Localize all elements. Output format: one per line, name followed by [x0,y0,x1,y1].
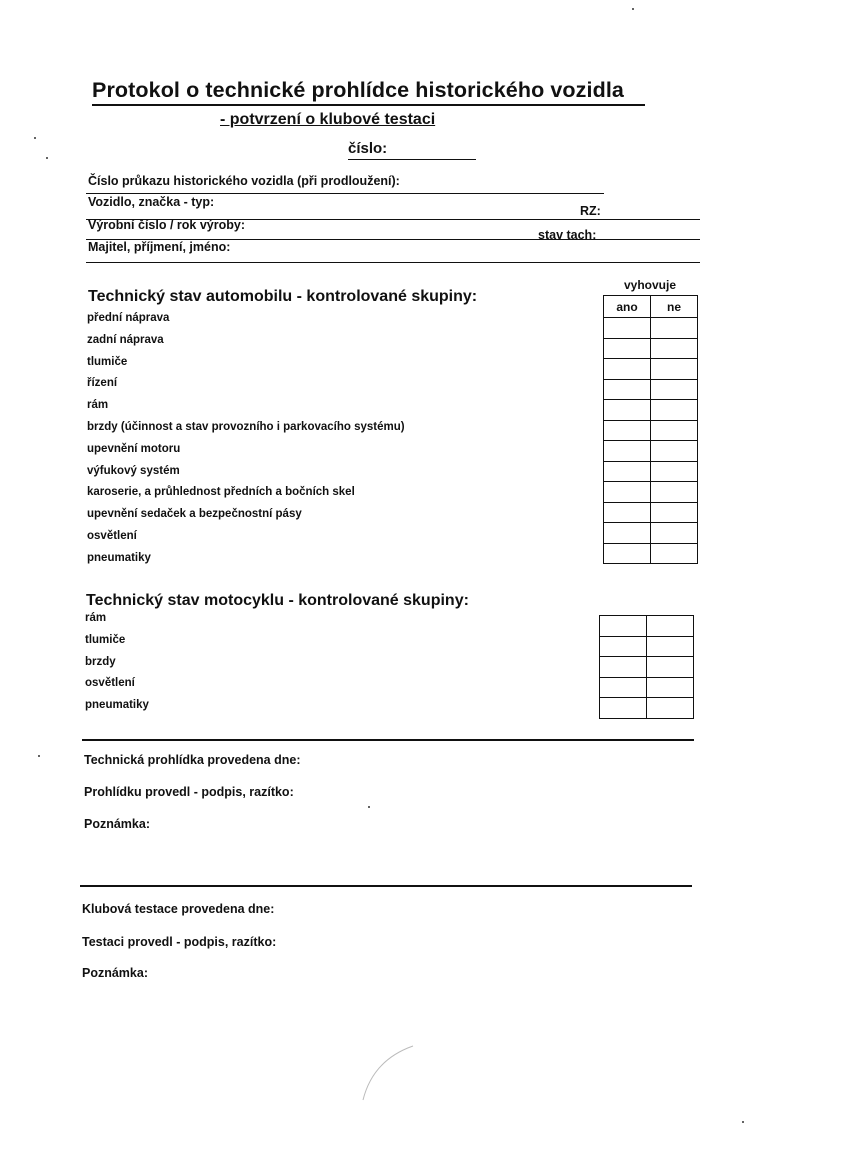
scan-speck [632,8,634,10]
car-check-row [604,482,698,503]
car-check-row [604,359,698,380]
check-cell-yes[interactable] [604,359,651,380]
check-cell-yes[interactable] [600,636,647,657]
car-check-row [604,461,698,482]
check-cell-no[interactable] [651,400,698,421]
check-cell-no[interactable] [647,698,694,719]
odometer-field: stav tach: [538,228,597,242]
car-check-item: pneumatiky [87,551,151,564]
car-check-row [604,543,698,564]
check-cell-yes[interactable] [604,543,651,564]
moto-check-item: osvětlení [85,677,135,690]
car-check-item: tlumiče [87,355,128,368]
inspection-date-field: Technická prohlídka provedena dne: [84,753,301,767]
moto-check-row [600,616,694,637]
car-check-item: výfukový systém [87,464,180,477]
check-cell-yes[interactable] [604,420,651,441]
moto-check-row [600,698,694,719]
field-underline [86,262,700,263]
check-cell-yes[interactable] [600,698,647,719]
car-check-table [603,295,698,564]
check-cell-no[interactable] [647,616,694,637]
club-test-date-field: Klubová testace provedena dne: [82,902,275,916]
car-check-row [604,318,698,339]
moto-section-heading: Technický stav motocyklu - kontrolované skupiny: [86,592,469,609]
check-cell-yes[interactable] [600,657,647,678]
serial-year-field: Výrobní číslo / rok výroby: [88,218,245,232]
moto-check-item: brzdy [85,655,116,668]
section-divider [80,885,692,887]
moto-check-item: pneumatiky [85,699,149,712]
car-check-item: řízení [87,377,118,390]
car-check-row [604,441,698,462]
club-test-signature-field: Testaci provedl - podpis, razítko: [82,935,277,949]
car-check-row [604,502,698,523]
inspection-note-field: Poznámka: [84,817,150,831]
moto-check-item: rám [85,612,107,624]
car-check-row [604,420,698,441]
scan-speck [742,1121,744,1123]
vehicle-field: Vozidlo, značka - typ: [88,195,215,209]
car-check-row [604,400,698,421]
check-cell-no[interactable] [651,359,698,380]
check-cell-no[interactable] [647,657,694,678]
moto-check-table [599,615,694,719]
car-check-item: rám [87,399,109,412]
car-check-item: přední náprava [87,312,170,324]
owner-field: Majitel, příjmení, jméno: [88,240,231,254]
section-divider [82,739,694,741]
check-cell-no[interactable] [647,636,694,657]
check-cell-yes[interactable] [604,502,651,523]
car-check-item: brzdy (účinnost a stav provozního i parkovacího systému) [87,421,405,433]
registration-card-field: Číslo průkazu historického vozidla (při prodloužení): [88,174,400,188]
check-cell-yes[interactable] [604,400,651,421]
scan-speck [34,137,36,139]
field-underline [86,193,604,194]
check-cell-yes[interactable] [604,338,651,359]
protocol-number-label: číslo: [348,140,476,160]
moto-check-item: tlumiče [85,633,126,646]
check-cell-no[interactable] [651,502,698,523]
check-cell-no[interactable] [651,461,698,482]
check-cell-no[interactable] [651,318,698,339]
car-check-row [604,523,698,544]
col-no-header: ne [651,296,698,318]
moto-check-row [600,677,694,698]
check-cell-no[interactable] [651,420,698,441]
check-cell-yes[interactable] [604,523,651,544]
document-title: Protokol o technické prohlídce historického vozidla [92,78,645,106]
car-check-row [604,338,698,359]
scan-speck [368,806,370,808]
check-cell-no[interactable] [651,379,698,400]
car-check-item: upevnění sedaček a bezpečnostní pásy [87,508,302,521]
check-cell-no[interactable] [651,441,698,462]
moto-check-row [600,636,694,657]
check-cell-no[interactable] [647,677,694,698]
col-yes-header: ano [604,296,651,318]
document-subtitle: - potvrzení o klubové testaci [220,111,436,128]
check-cell-yes[interactable] [600,616,647,637]
car-check-row [604,379,698,400]
check-cell-no[interactable] [651,482,698,503]
check-cell-yes[interactable] [604,318,651,339]
check-cell-yes[interactable] [600,677,647,698]
car-check-item: karoserie, a průhlednost předních a bočních skel [87,486,355,499]
car-section-heading: Technický stav automobilu - kontrolované skupiny: [88,288,478,305]
check-cell-yes[interactable] [604,441,651,462]
conforms-label: vyhovuje [624,278,677,292]
check-cell-no[interactable] [651,543,698,564]
scan-speck [38,755,40,757]
car-check-item: zadní náprava [87,333,164,346]
car-check-item: upevnění motoru [87,442,181,455]
check-cell-no[interactable] [651,338,698,359]
car-check-item: osvětlení [87,530,137,542]
moto-check-row [600,657,694,678]
scan-speck [46,157,48,159]
club-test-note-field: Poznámka: [82,966,148,980]
check-cell-yes[interactable] [604,482,651,503]
rz-field: RZ: [580,204,601,218]
check-cell-yes[interactable] [604,379,651,400]
inspection-signature-field: Prohlídku provedl - podpis, razítko: [84,785,294,799]
check-cell-no[interactable] [651,523,698,544]
check-cell-yes[interactable] [604,461,651,482]
pen-mark [355,1040,425,1110]
